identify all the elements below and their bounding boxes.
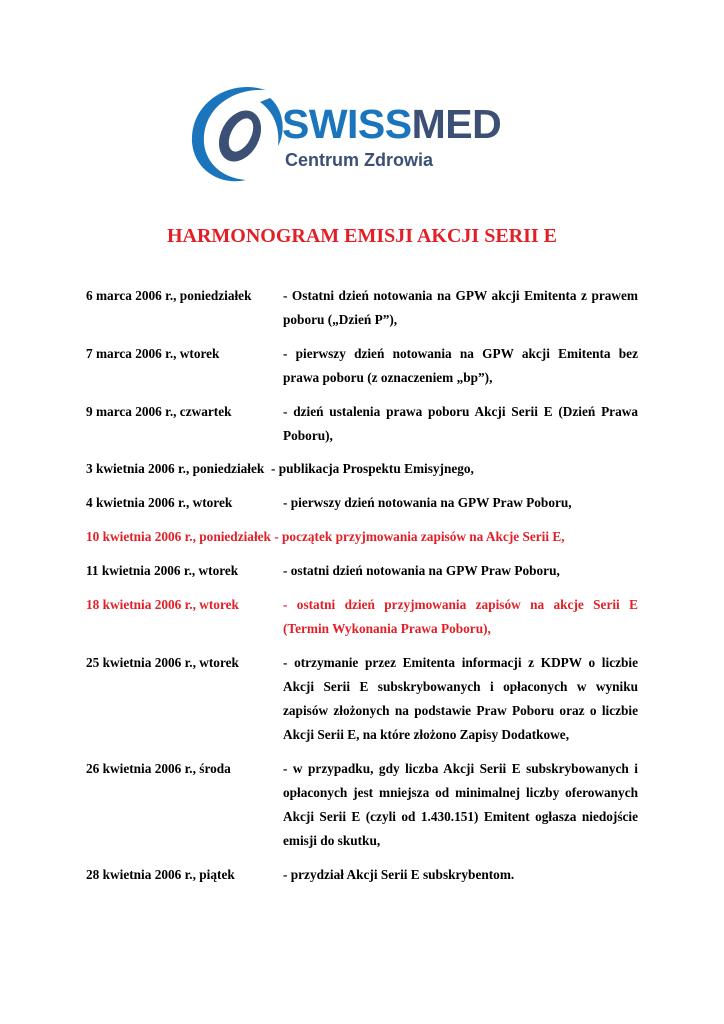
schedule-entry (86, 284, 638, 332)
logo-word-swiss: SWISS (282, 101, 412, 147)
schedule-entry (86, 491, 638, 515)
schedule-list (86, 284, 638, 887)
logo-wordmark (282, 101, 502, 147)
schedule-entry (86, 757, 638, 853)
entry-description: - publikacja Prospektu Emisyjnego, (270, 461, 474, 476)
entry-description: - w przypadku, gdy liczba Akcji Serii E subskrybowanych i opłaconych jest mniejsza od minimalnej liczby oferowanych Akcji Serii E (czyli od 1.430.151) Emitent ogłasza niedojście emisji do skutku, (283, 761, 638, 848)
entry-description: - pierwszy dzień notowania na GPW Praw Poboru, (283, 495, 572, 510)
entry-date: 7 marca 2006 r., wtorek (86, 346, 220, 361)
schedule-entry (86, 651, 638, 747)
schedule-entry (86, 342, 638, 390)
document-title: HARMONOGRAM EMISJI AKCJI SERII E (166, 225, 558, 247)
entry-description: - ostatni dzień przyjmowania zapisów na akcje Serii E (Termin Wykonania Prawa Poboru), (283, 597, 638, 636)
schedule-entry (86, 863, 638, 887)
entry-date: 26 kwietnia 2006 r., środa (86, 761, 231, 776)
entry-date: 11 kwietnia 2006 r., wtorek (86, 563, 239, 578)
schedule-entry (86, 559, 638, 583)
logo-word-med: MED (411, 101, 502, 147)
schedule-entry (86, 400, 638, 448)
entry-description: - pierwszy dzień notowania na GPW akcji Emitenta bez prawa poboru (z oznaczeniem „bp”), (283, 346, 638, 385)
entry-description: - ostatni dzień notowania na GPW Praw Poboru, (283, 563, 560, 578)
entry-description: - początek przyjmowania zapisów na Akcje Serii E, (274, 529, 565, 544)
entry-description: - Ostatni dzień notowania na GPW akcji Emitenta z prawem poboru („Dzień P”), (283, 288, 638, 327)
schedule-entry-highlighted (86, 593, 638, 641)
swissmed-swirl-icon (188, 84, 288, 184)
entry-date: 28 kwietnia 2006 r., piątek (86, 867, 235, 882)
entry-date: 6 marca 2006 r., poniedziałek (86, 288, 252, 303)
entry-description: - otrzymanie przez Emitenta informacji z KDPW o liczbie Akcji Serii E subskrybowanych i opłaconych w wyniku zapisów złożonych na podstawie Praw Poboru oraz o liczbie Akcji Serii E, na które złożono Zapisy Dodatkowe, (283, 655, 638, 742)
entry-date: 9 marca 2006 r., czwartek (86, 404, 232, 419)
schedule-entry (86, 457, 638, 481)
entry-date: 3 kwietnia 2006 r., poniedziałek (86, 461, 265, 476)
entry-date: 25 kwietnia 2006 r., wtorek (86, 655, 239, 670)
logo-tagline: Centrum Zdrowia (285, 150, 434, 170)
swissmed-logo (188, 84, 528, 184)
entry-date: 4 kwietnia 2006 r., wtorek (86, 495, 233, 510)
schedule-entry-highlighted (86, 525, 638, 549)
entry-description: - dzień ustalenia prawa poboru Akcji Serii E (Dzień Prawa Poboru), (283, 404, 638, 443)
entry-date: 10 kwietnia 2006 r., poniedziałek (86, 529, 271, 544)
entry-date: 18 kwietnia 2006 r., wtorek (86, 597, 239, 612)
entry-description: - przydział Akcji Serii E subskrybentom. (283, 867, 515, 882)
